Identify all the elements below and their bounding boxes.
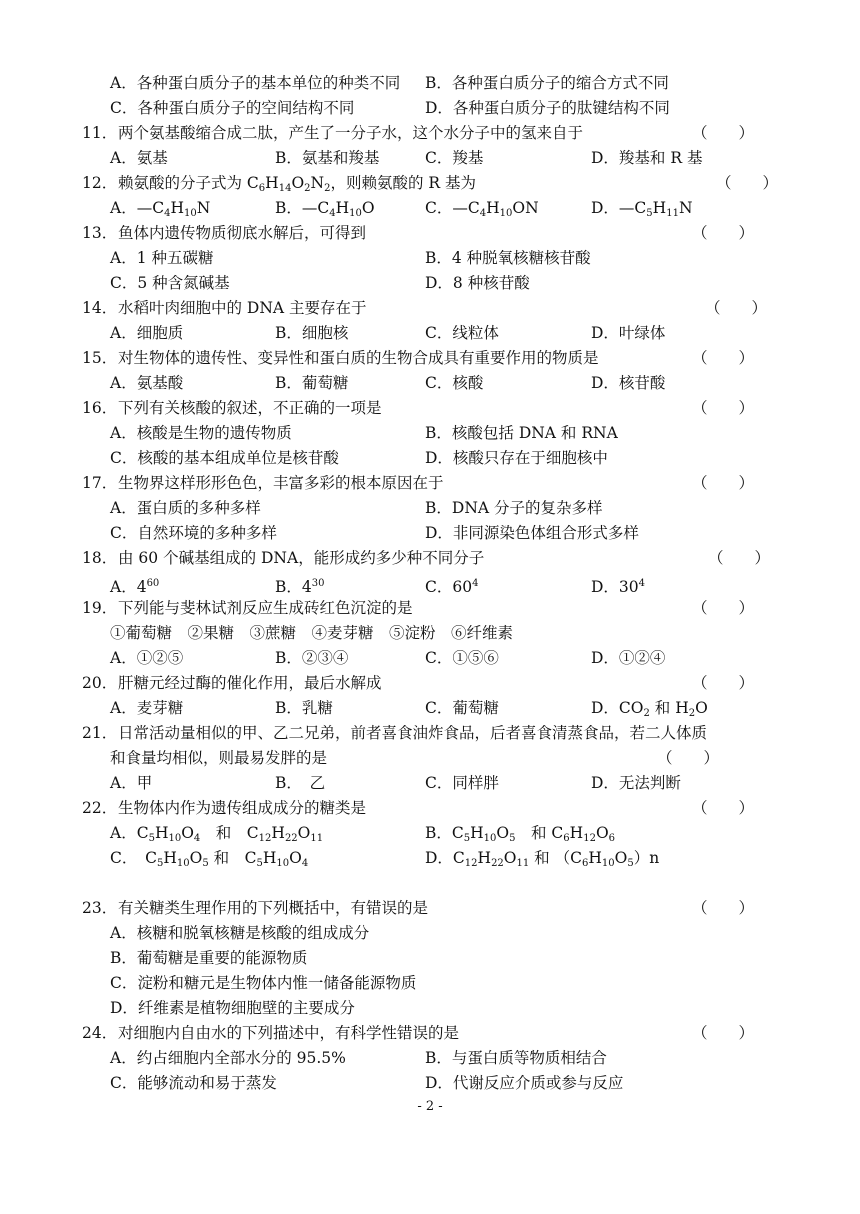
option: C．同样胖 [425, 774, 499, 792]
option: B．细胞核 [275, 324, 349, 342]
options-row [0, 521, 860, 546]
answer-blank: （ ） [692, 349, 755, 367]
option: C．各种蛋白质分子的空间结构不同 [110, 99, 355, 117]
option: D．非同源染色体组合形式多样 [425, 524, 639, 542]
question-number: 13． [82, 224, 118, 242]
option: A．约占细胞内全部水分的 95.5% [110, 1049, 346, 1067]
question [0, 296, 860, 321]
option: B．$C_5H_{10}O_5$ 和 $C_6H_{12}O_6$ [425, 824, 616, 844]
question [0, 221, 860, 246]
answer-blank: （ ） [692, 224, 755, 242]
option: C．核酸的基本组成单位是核苷酸 [110, 449, 339, 467]
question-number: 19． [82, 599, 118, 617]
answer-blank: （ ） [692, 399, 755, 417]
options-row [0, 621, 860, 646]
option: B．葡萄糖 [275, 374, 349, 392]
question-text: 对生物体的遗传性、变异性和蛋白质的生物合成具有重要作用的物质是 [118, 349, 599, 367]
question-text: 两个氨基酸缩合成二肽，产生了一分子水，这个水分子中的氢来自于 [118, 124, 584, 142]
option: D．代谢反应介质或参与反应 [425, 1074, 624, 1092]
options-row [0, 696, 860, 721]
question-number: 21． [82, 724, 118, 742]
question-text: 水稻叶肉细胞中的 DNA 主要存在于 [118, 299, 367, 317]
question-text: 肝糖元经过酶的催化作用，最后水解成 [118, 674, 382, 692]
option: C．5 种含氮碱基 [110, 274, 230, 292]
question-number: 16． [82, 399, 118, 417]
answer-blank: （ ） [705, 299, 768, 317]
question-text: 赖氨酸的分子式为 $C_6H_{14}O_2N_2$，则赖氨酸的 R 基为 [118, 174, 476, 194]
answer-blank: （ ） [692, 674, 755, 692]
question-number: 11． [82, 124, 118, 142]
option: ①葡萄糖 ②果糖 ③蔗糖 ④麦芽糖 ⑤淀粉 ⑥纤维素 [110, 624, 514, 642]
option: A．蛋白质的多种多样 [110, 499, 261, 517]
options-row [0, 246, 860, 271]
question [0, 346, 860, 371]
question-text: 鱼体内遗传物质彻底水解后，可得到 [118, 224, 367, 242]
options-row [0, 321, 860, 346]
question [0, 471, 860, 496]
option: A．甲 [110, 774, 153, 792]
option: D．无法判断 [591, 774, 681, 792]
question-number: 12． [82, 174, 118, 192]
answer-blank: （ ） [716, 174, 779, 192]
answer-blank: （ ） [708, 549, 771, 567]
options-row [0, 646, 860, 671]
options-row [0, 71, 860, 96]
question-text: 对细胞内自由水的下列描述中，有科学性错误的是 [118, 1024, 460, 1042]
question-text: 下列有关核酸的叙述，不正确的一项是 [118, 399, 382, 417]
option: B．葡萄糖是重要的能源物质 [110, 949, 308, 967]
option: A．$—C_4H_{10}N$ [110, 199, 211, 219]
question-number: 23． [82, 899, 118, 917]
options-row [0, 746, 860, 771]
answer-blank: （ ） [692, 899, 755, 917]
option: B．4 种脱氧核糖核苷酸 [425, 249, 591, 267]
question-number: 22． [82, 799, 118, 817]
option: B．乳糖 [275, 699, 333, 717]
option: D．核酸只存在于细胞核中 [425, 449, 608, 467]
options-row [0, 421, 860, 446]
option: C．淀粉和糖元是生物体内惟一储备能源物质 [110, 974, 417, 992]
question [0, 721, 860, 746]
options-row [0, 771, 860, 796]
options-row [0, 571, 860, 596]
option: C．$—C_4H_{10}ON$ [425, 199, 539, 219]
options-row [0, 1071, 860, 1096]
option: B．各种蛋白质分子的缩合方式不同 [425, 74, 669, 92]
options-row [0, 1046, 860, 1071]
options-row [0, 146, 860, 171]
question [0, 171, 860, 196]
option: D．①②④ [591, 649, 666, 667]
answer-blank: （ ） [692, 799, 755, 817]
option: A．1 种五碳糖 [110, 249, 214, 267]
option: A．细胞质 [110, 324, 184, 342]
options-row [0, 821, 860, 846]
question-number: 24． [82, 1024, 118, 1042]
question-number: 14． [82, 299, 118, 317]
question-text: 下列能与斐林试剂反应生成砖红色沉淀的是 [118, 599, 413, 617]
option: B．核酸包括 DNA 和 RNA [425, 424, 618, 442]
option: B．与蛋白质等物质相结合 [425, 1049, 607, 1067]
options-row [0, 946, 860, 971]
option: （ ） [657, 749, 720, 767]
question-number: 15． [82, 349, 118, 367]
option: A．核糖和脱氧核糖是核酸的组成成分 [110, 924, 370, 942]
question-number: 18． [82, 549, 118, 567]
option: C．核酸 [425, 374, 484, 392]
option: D．核苷酸 [591, 374, 666, 392]
option: C．自然环境的多种多样 [110, 524, 277, 542]
options-row [0, 496, 860, 521]
options-row [0, 96, 860, 121]
options-row [0, 196, 860, 221]
option: A．麦芽糖 [110, 699, 184, 717]
options-row [0, 371, 860, 396]
option: A．氨基酸 [110, 374, 184, 392]
option: A．①②⑤ [110, 649, 184, 667]
question-number: 17． [82, 474, 118, 492]
question [0, 121, 860, 146]
answer-blank: （ ） [692, 599, 755, 617]
question [0, 546, 860, 571]
options-row [0, 271, 860, 296]
option: D．各种蛋白质分子的肽键结构不同 [425, 99, 670, 117]
question [0, 671, 860, 696]
option: D．$30^4$ [591, 578, 646, 596]
option: A．核酸是生物的遗传物质 [110, 424, 292, 442]
page-number: - 2 - [417, 1099, 443, 1114]
option: D．$—C_5H_{11}N$ [591, 199, 693, 219]
question-text: 由 60 个碱基组成的 DNA，能形成约多少种不同分子 [118, 549, 485, 567]
option: A．$4^{60}$ [110, 578, 160, 596]
option: C． $C_5H_{10}O_5$ 和 $C_5H_{10}O_4$ [110, 849, 309, 869]
question [0, 896, 860, 921]
option: D．叶绿体 [591, 324, 666, 342]
option: B．$—C_4H_{10}O$ [275, 199, 375, 219]
option: C．葡萄糖 [425, 699, 499, 717]
question [0, 396, 860, 421]
answer-blank: （ ） [692, 1024, 755, 1042]
question-number: 20． [82, 674, 118, 692]
option: A．各种蛋白质分子的基本单位的种类不同 [110, 74, 401, 92]
option: B．DNA 分子的复杂多样 [425, 499, 603, 517]
option: D．纤维素是植物细胞壁的主要成分 [110, 999, 355, 1017]
option: 和食量均相似，则最易发胖的是 [110, 749, 328, 767]
options-row [0, 446, 860, 471]
option: C．羧基 [425, 149, 484, 167]
answer-blank: （ ） [692, 474, 755, 492]
question [0, 596, 860, 621]
option: A．$C_5H_{10}O_4$ 和 $C_{12}H_{22}O_{11}$ [110, 824, 324, 844]
question-text: 有关糖类生理作用的下列概括中，有错误的是 [118, 899, 429, 917]
options-row [0, 846, 860, 871]
option: D．$C_{12}H_{22}O_{11}$ 和 $(C_6H_{10}O_5)n$ [425, 849, 660, 869]
option: B．$4^{30}$ [275, 578, 325, 596]
answer-blank: （ ） [692, 124, 755, 142]
option: B．氨基和羧基 [275, 149, 380, 167]
options-row [0, 996, 860, 1021]
options-row [0, 921, 860, 946]
option: D．8 种核苷酸 [425, 274, 530, 292]
question [0, 1021, 860, 1046]
question-text: 生物体内作为遗传组成成分的糖类是 [118, 799, 367, 817]
option: D．$CO_2$ 和 $H_2O$ [591, 699, 708, 719]
option: C．能够流动和易于蒸发 [110, 1074, 277, 1092]
question-text: 日常活动量相似的甲、乙二兄弟，前者喜食油炸食品，后者喜食清蒸食品，若二人体质 [118, 724, 708, 742]
option: C．①⑤⑥ [425, 649, 499, 667]
option: B． 乙 [275, 774, 326, 792]
question-text: 生物界这样形形色色，丰富多彩的根本原因在于 [118, 474, 444, 492]
question [0, 796, 860, 821]
option: A．氨基 [110, 149, 168, 167]
option: B．②③④ [275, 649, 349, 667]
options-row [0, 971, 860, 996]
option: C．线粒体 [425, 324, 499, 342]
option: C．$60^4$ [425, 578, 479, 596]
option: D．羧基和 R 基 [591, 149, 703, 167]
